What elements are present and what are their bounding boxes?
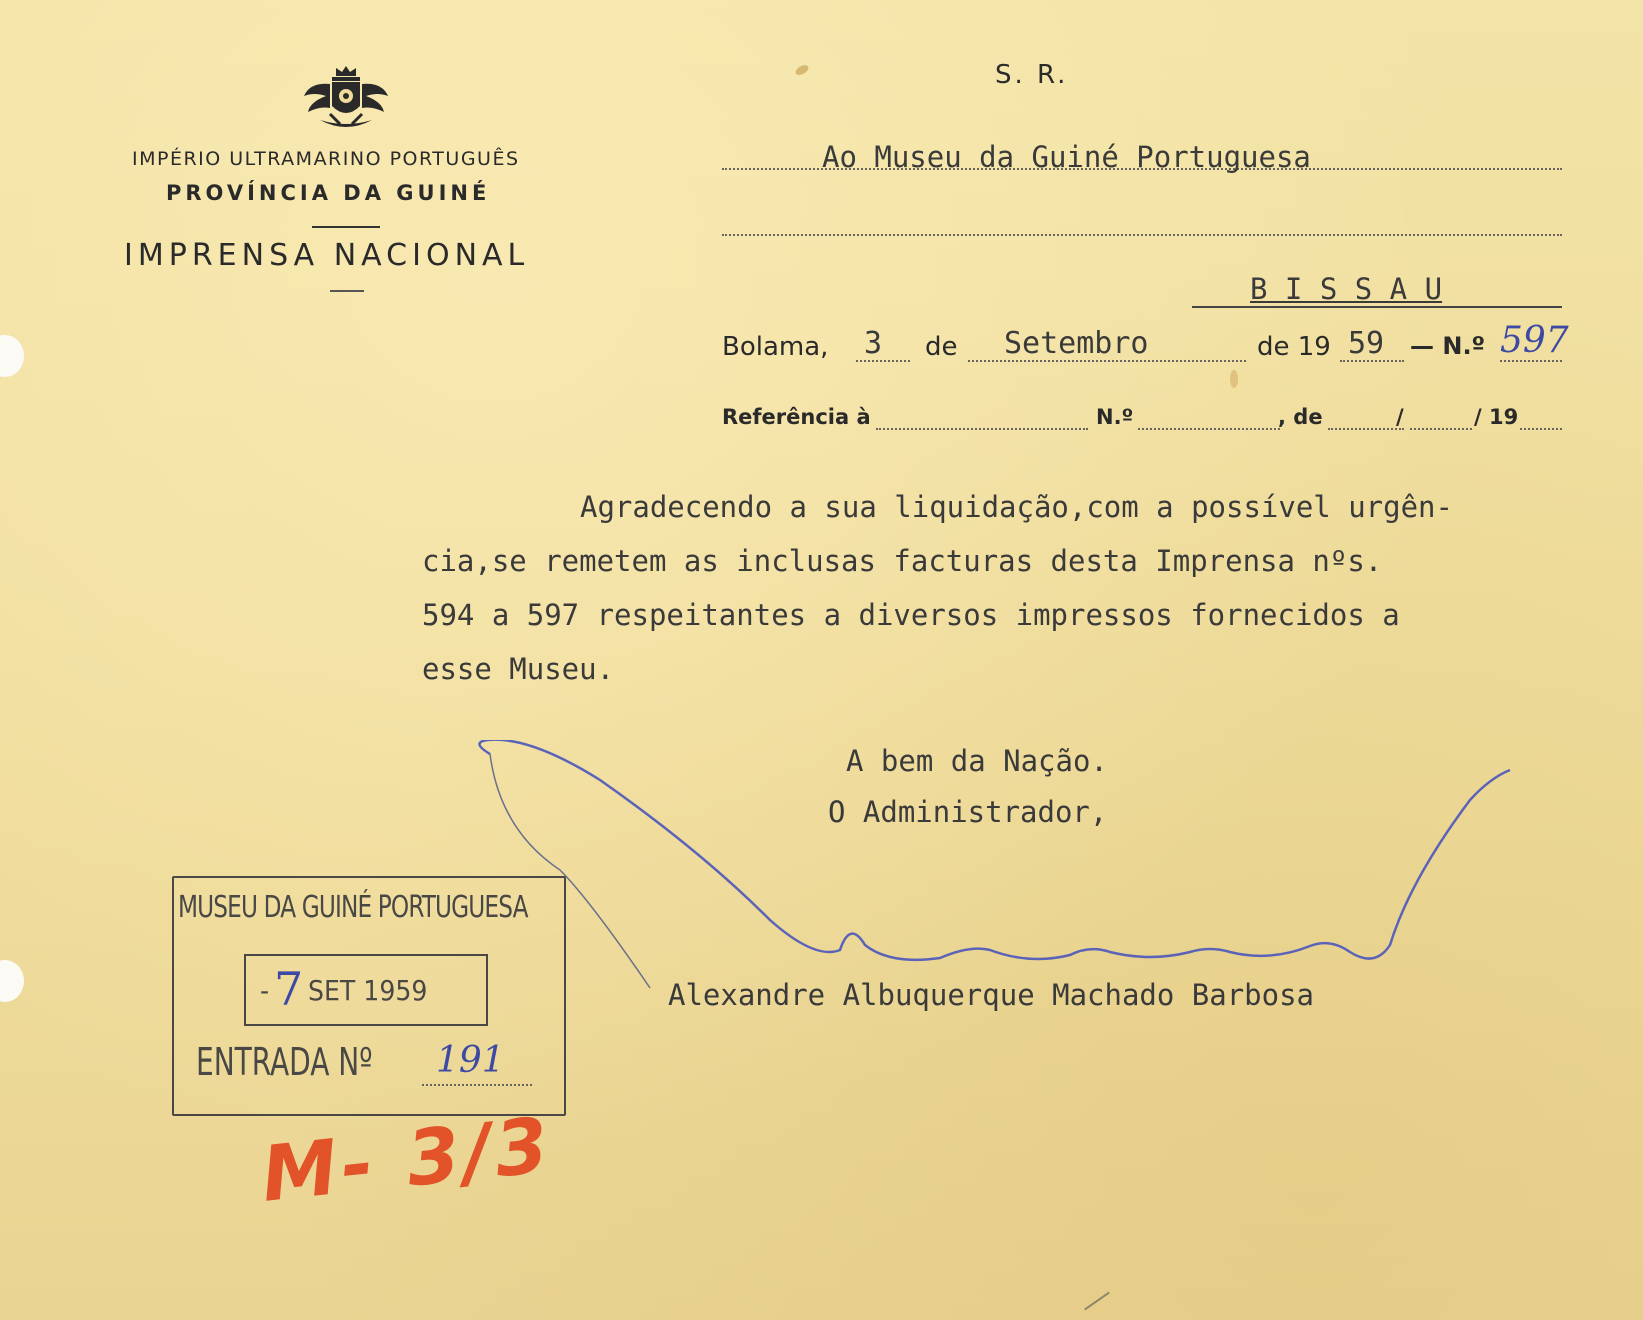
letterhead-small-rule xyxy=(330,290,364,292)
paper-stain xyxy=(1230,370,1238,388)
signatory-name: Alexandre Albuquerque Machado Barbosa xyxy=(668,978,1315,1012)
reference-slash-1: / xyxy=(1396,405,1404,429)
body-line-4: esse Museu. xyxy=(422,652,615,686)
stamp-date-prefix: - xyxy=(260,974,270,1007)
stamp-institution: MUSEU DA GUINÉ PORTUGUESA xyxy=(178,890,528,925)
date-place: Bolama, xyxy=(722,332,829,362)
date-de-1: de xyxy=(925,332,958,362)
letterhead-press: IMPRENSA NACIONAL xyxy=(124,238,530,273)
stamp-entry-label: ENTRADA Nº xyxy=(196,1040,373,1084)
date-year: 59 xyxy=(1348,326,1385,361)
stamp-entry-dotline xyxy=(422,1084,532,1086)
letterhead-province: PROVÍNCIA DA GUINÉ xyxy=(166,181,491,205)
stamp-entry-number: 191 xyxy=(436,1040,505,1081)
date-number-handwritten: 597 xyxy=(1500,320,1569,361)
date-month: Setembro xyxy=(1004,326,1149,361)
archival-annotation: M- 3/3 xyxy=(257,1099,557,1219)
reference-number-dotline xyxy=(1138,428,1280,430)
handwritten-signature xyxy=(470,740,1550,1010)
city-underline xyxy=(1192,306,1562,308)
receipt-stamp xyxy=(172,876,566,1116)
reference-number-label: N.º xyxy=(1096,405,1134,429)
punch-hole-bottom xyxy=(0,960,24,1002)
body-line-3: 594 a 597 respeitantes a diversos impressos fornecidos a xyxy=(422,598,1400,632)
date-de-2: de 19 xyxy=(1257,332,1331,362)
reference-date-label: , de xyxy=(1278,405,1323,429)
recipient-line-2 xyxy=(722,234,1562,236)
date-day: 3 xyxy=(864,326,883,361)
reference-label: Referência à xyxy=(722,405,871,429)
punch-hole-top xyxy=(0,335,24,377)
date-number-label: — N.º xyxy=(1410,332,1486,360)
recipient-city: B I S S A U xyxy=(1250,272,1443,306)
reference-dotline xyxy=(876,428,1088,430)
recipient-name: Ao Museu da Guiné Portuguesa xyxy=(822,140,1311,174)
salutation: S. R. xyxy=(995,60,1069,90)
closing-title: O Administrador, xyxy=(828,795,1108,829)
reference-slash-2: / 19 xyxy=(1474,405,1519,429)
letterhead-divider xyxy=(312,226,380,228)
stamp-date-box xyxy=(244,954,488,1026)
paper-mark xyxy=(1084,1292,1110,1311)
body-line-1: Agradecendo a sua liquidação,com a possível urgên- xyxy=(580,490,1453,524)
reference-year-dotline xyxy=(1520,428,1562,430)
reference-day-dotline xyxy=(1328,428,1404,430)
paper-stain xyxy=(794,63,810,77)
closing-salutation: A bem da Nação. xyxy=(846,744,1108,778)
stamp-date-day: 7 xyxy=(274,962,304,1016)
coat-of-arms-emblem xyxy=(300,62,392,136)
body-line-2: cia,se remetem as inclusas facturas desta Imprensa nºs. xyxy=(422,544,1383,578)
stamp-date-rest: SET 1959 xyxy=(308,974,428,1007)
letterhead-empire: IMPÉRIO ULTRAMARINO PORTUGUÊS xyxy=(132,148,520,170)
reference-month-dotline xyxy=(1410,428,1472,430)
